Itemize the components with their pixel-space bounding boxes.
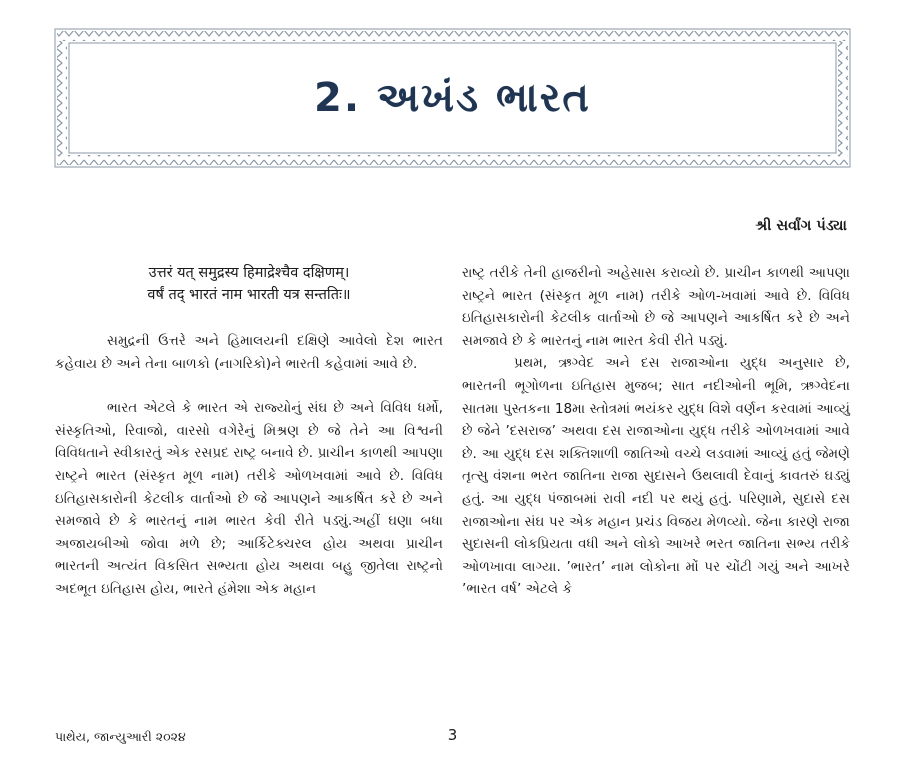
right-paragraph-1: રાષ્ટ્ર તરીકે તેની હાજરીનો અહેસાસ કરાવ્યો છે. પ્રાચીન કાળથી આપણા રાષ્ટ્રને ભારત (સંસ્કૃત મૂળ નામ) તરીકે ઓળ-ખવામાં આવે છે. વિવિધ ઇતિહાસકારોની કેટલીક વાર્તાઓ છે જે આપણને આકર્ષિત કરે છે અને સમજાવે છે કે ભારતનું નામ ભારત કેવી રીતે પડ્યું. (462, 265, 850, 349)
left-paragraph-2: ભારત એટલે કે ભારત એ રાજ્યોનું સંઘ છે અને વિવિધ ધર્મો, સંસ્કૃતિઓ, રિવાજો, વારસો વગેરેનું મિશ્રણ છે જે તેને આ વિશ્વની વિવિધતાને સ્વીકારતું એક રસપ્રદ રાષ્ટ્ર બનાવે છે. પ્રાચીન કાળથી આપણા રાષ્ટ્રને ભારત (સંસ્કૃત મૂળ નામ) તરીકે ઓળખવામાં આવે છે. વિવિધ ઇતિહાસકારોની કેટલીક વાર્તાઓ છે જે આપણને આકર્ષિત કરે છે અને સમજાવે છે કે ભારતનું નામ ભારત કેવી રીતે પડ્યું.અહીં ઘણા બધા અજાયબીઓ જોવા મળે છે; આર્કિટેક્ચરલ હોય અથવા પ્રાચીન ભારતની અત્યંત વિકસિત સભ્યતા હોય અથવા બહુ જીતેલા રાષ્ટ્રનો અદભૂત ઇતિહાસ હોય, ભારતે હંમેશા એક મહાન (55, 400, 443, 597)
right-column (462, 262, 850, 601)
shloka-line-2: वर्षं तद् भारतं नाम भारती यत्र सन्ततिः॥ (147, 287, 351, 303)
publication-footer: પાથેય, જાન્યુઆરી ૨૦૨૪ (55, 729, 186, 744)
sanskrit-shloka (55, 262, 443, 306)
shloka-line-1: उत्तरं यत् समुद्रस्य हिमाद्रेश्चैव दक्षिणम्। (148, 265, 350, 281)
title-frame (54, 28, 851, 168)
left-column (55, 262, 443, 601)
author-name: શ્રી સર્વાંગ પંડ્યા (755, 218, 847, 234)
page-title: 2. અખંડ ભારત (314, 75, 591, 121)
page-number: 3 (447, 726, 458, 744)
left-paragraph-1: સમુદ્રની ઉત્તરે અને હિમાલયની દક્ષિણે આવેલો દેશ ભારત કહેવાય છે અને તેના બાળકો (નાગરિકો)ને ભારતી કહેવામાં આવે છે. (55, 333, 443, 372)
right-paragraph-2: પ્રથમ, ઋગ્વેદ અને દસ રાજાઓના યુદ્ધ અનુસાર છે, ભારતની ભૂગોળના ઇતિહાસ મુજબ; સાત નદીઓની ભૂમિ, ઋગ્વેદના સાતમા પુસ્તકના 18મા સ્તોત્રમાં ભયંકર યુદ્ધ વિશે વર્ણન કરવામાં આવ્યું છે જેને ’દસરાજ’ અથવા દસ રાજાઓના યુદ્ધ તરીકે ઓળખવામાં આવે છે. આ યુદ્ધ દસ શક્તિશાળી જાતિઓ વચ્ચે લડવામાં આવ્યું હતું જેમણે તૃત્સુ વંશના ભરત જાતિના રાજા સુદાસને ઉથલાવી દેવાનું કાવતરું ઘડ્યું હતું. આ યુદ્ધ પંજાબમાં રાવી નદી પર થયું હતું. પરિણામે, સુદાસે દસ રાજાઓના સંઘ પર એક મહાન પ્રચંડ વિજય મેળવ્યો. જેના કારણે રાજા સુદાસની લોકપ્રિયતા વધી અને લોકો આખરે ભરત જાતિના સભ્ય તરીકે ઓળખાવા લાગ્યા. ’ભારત’ નામ લોકોના મોં પર ચોંટી ગયું અને આખરે ’ભારત વર્ષ’ એટલે કે (462, 355, 850, 598)
